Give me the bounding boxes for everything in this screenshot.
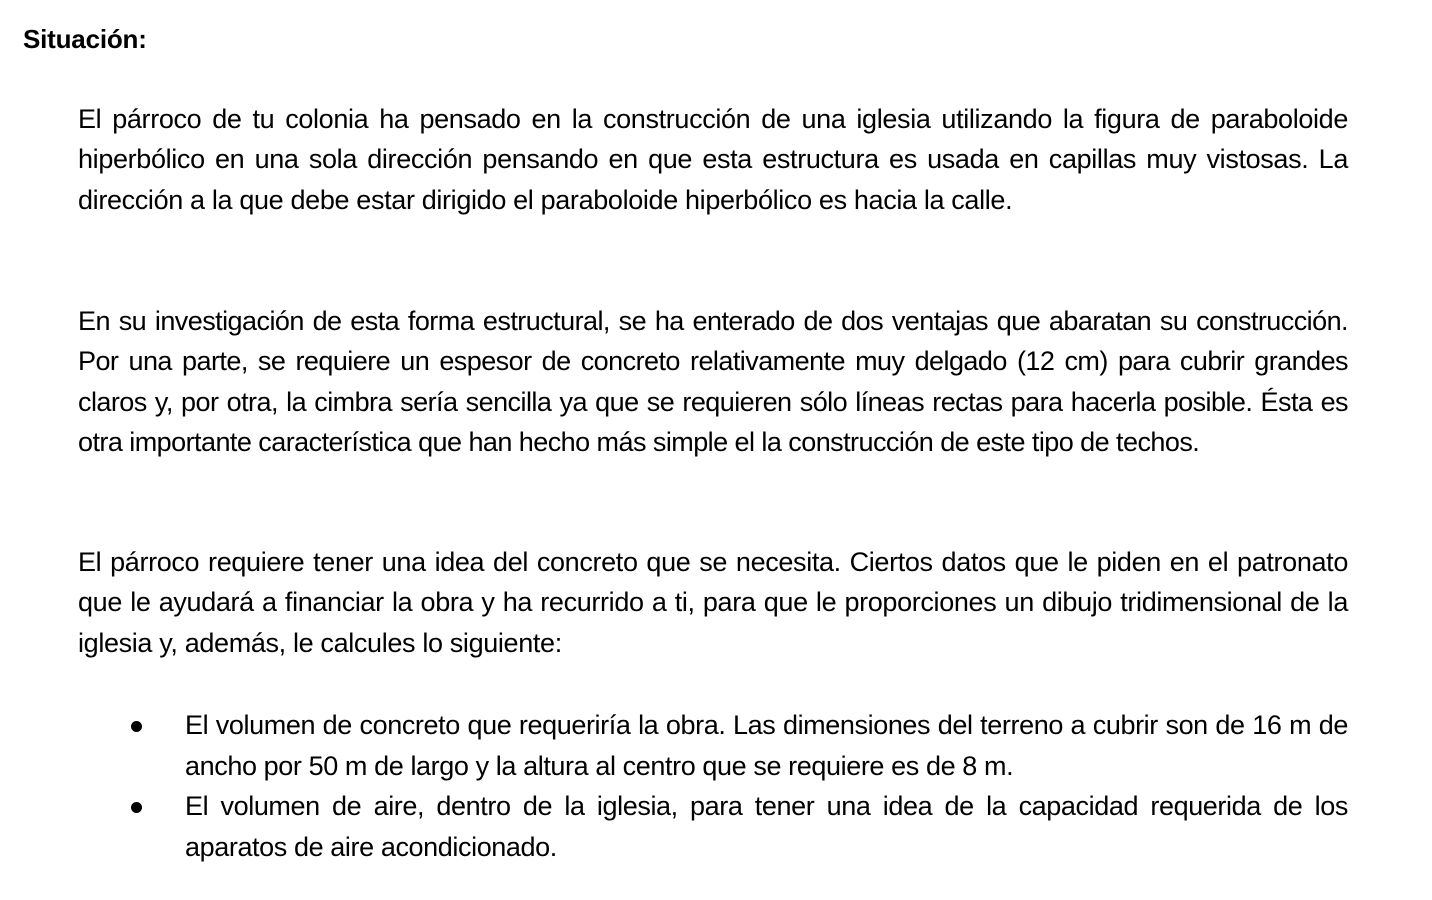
- list-item-text: El volumen de concreto que requeriría la obra. Las dimensiones del terreno a cubrir son de 16 m de ancho por 50 m de largo y la altura al centro que se requiere es de 8 m.: [185, 710, 1348, 781]
- bullet-icon: [131, 802, 142, 813]
- paragraph-advantages: En su investigación de esta forma estructural, se ha enterado de dos ventajas que abaratan su construcción. Por una parte, se requiere un espesor de concreto relativamente muy delgado (12 cm) para cubrir grandes claros y, por otra, la cimbra sería sencilla ya que se requieren sólo líneas rectas para hacerla posible. Ésta es otra importante característica que han hecho más simple el la construcción de este tipo de techos.: [78, 306, 1348, 457]
- list-item: [128, 786, 1348, 867]
- list-item: [128, 705, 1348, 786]
- paragraph-intro: El párroco de tu colonia ha pensado en la construcción de una iglesia utilizando la figura de paraboloide hiperbólico en una sola dirección pensando en que esta estructura es usada en capillas muy vistosas. La dirección a la que debe estar dirigido el paraboloide hiperbólico es hacia la calle.: [78, 104, 1348, 215]
- bullet-icon: [131, 721, 142, 732]
- list-item-text: El volumen de aire, dentro de la iglesia, para tener una idea de la capacidad requerida de los aparatos de aire acondicionado.: [185, 791, 1348, 862]
- section-heading: Situación:: [23, 24, 147, 54]
- bullet-list: [128, 705, 1348, 867]
- paragraph-request: El párroco requiere tener una idea del concreto que se necesita. Ciertos datos que le piden en el patronato que le ayudará a financiar la obra y ha recurrido a ti, para que le proporciones un dibujo tridimensional de la iglesia y, además, le calcules lo siguiente:: [78, 547, 1348, 658]
